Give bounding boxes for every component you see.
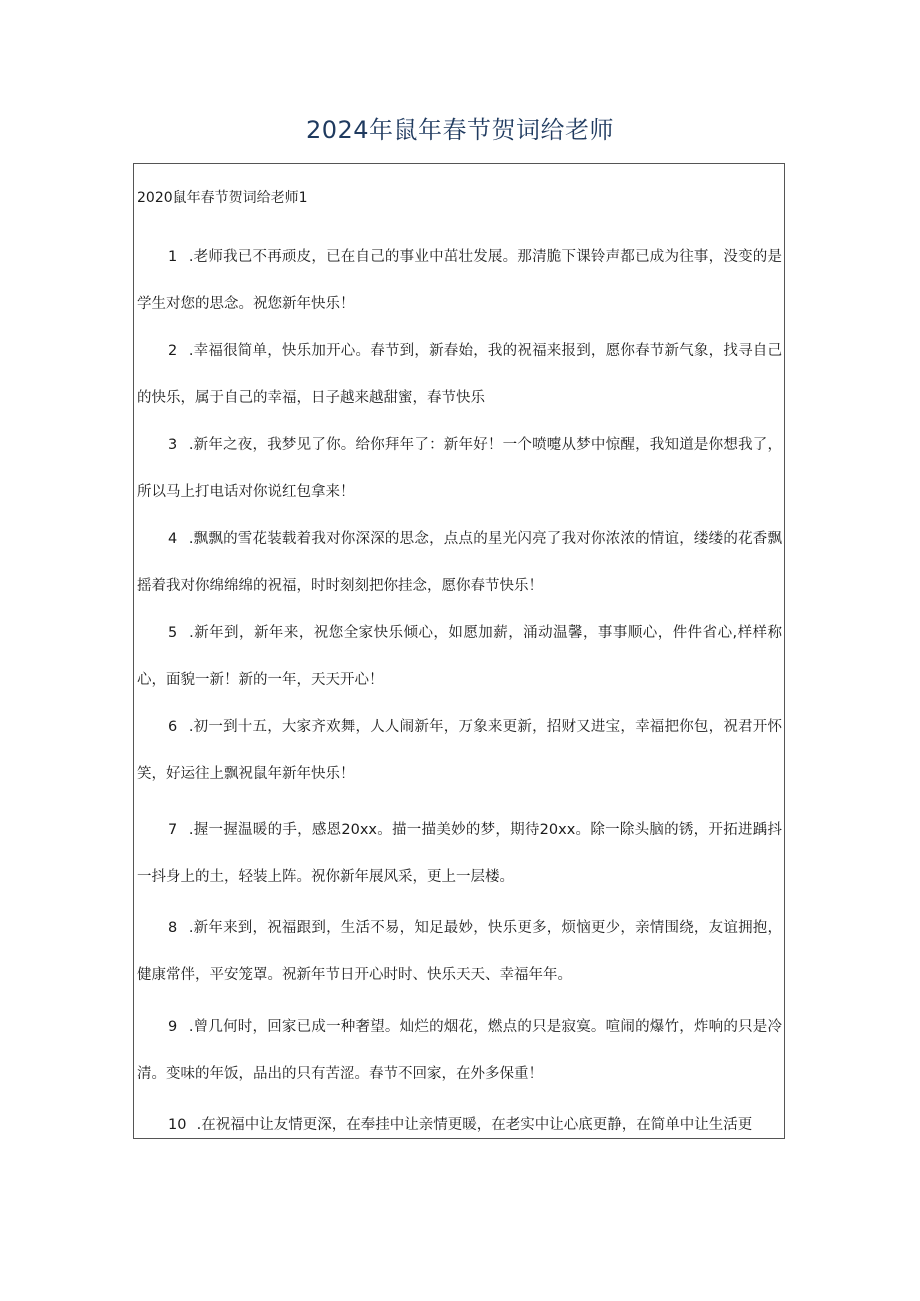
item-number: 5 [168, 625, 178, 641]
item-text: .老师我已不再顽皮，已在自己的事业中茁壮发展。那清脆下课铃声都已成为往事，没变的是学生对您的思念。祝您新年快乐！ [137, 249, 783, 312]
item-number: 4 [168, 531, 178, 547]
item-text: .握一握温暖的手，感恩20xx。描一描美妙的梦，期待20xx。除一除头脑的锈，开拓进踽抖一抖身上的土，轻装上阵。祝你新年展风采，更上一层楼。 [137, 822, 782, 885]
content-box [133, 163, 785, 1139]
list-item [137, 1102, 782, 1139]
item-text: .新年到，新年来，祝您全家快乐倾心，如愿加薪，涌动温馨，事事顺心，件件省心,样样称心，面貌一新！新的一年，天天开心！ [137, 625, 783, 688]
item-text: .初一到十五，大家齐欢舞，人人闹新年，万象来更新，招财又进宝，幸福把你包，祝君开怀笑，好运往上飘祝鼠年新年快乐！ [137, 719, 783, 782]
list-item [137, 905, 782, 999]
item-text: .新年之夜，我梦见了你。给你拜年了：新年好！一个喷嚏从梦中惊醒，我知道是你想我了，所以马上打电话对你说红包拿来！ [137, 437, 783, 500]
page-title: 2024年鼠年春节贺词给老师 [305, 116, 615, 144]
list-item [137, 610, 782, 704]
list-item [137, 516, 782, 610]
item-number: 6 [168, 719, 178, 735]
list-item [137, 1004, 782, 1098]
item-number: 3 [168, 437, 178, 453]
section-heading: 2020鼠年春节贺词给老师1 [137, 190, 308, 206]
item-text: .幸福很简单，快乐加开心。春节到，新春始，我的祝福来报到，愿你春节新气象，找寻自己的快乐，属于自己的幸福，日子越来越甜蜜，春节快乐 [137, 343, 783, 406]
item-text: .飘飘的雪花装载着我对你深深的思念，点点的星光闪亮了我对你浓浓的情谊，缕缕的花香飘摇着我对你绵绵绵的祝福，时时刻刻把你挂念，愿你春节快乐！ [137, 531, 783, 594]
item-number: 7 [168, 822, 178, 838]
item-number: 10 [168, 1117, 187, 1133]
list-item [137, 234, 782, 328]
list-item [137, 328, 782, 422]
item-number: 9 [168, 1019, 178, 1035]
list-item [137, 422, 782, 516]
item-text: .在祝福中让友情更深，在奉挂中让亲情更暖，在老实中让心底更静，在简单中让生活更 [196, 1117, 753, 1133]
item-text: .新年来到，祝福跟到，生活不易，知足最妙，快乐更多，烦恼更少，亲情围绕，友谊拥抱，健康常伴，平安笼罩。祝新年节日开心时时、快乐天天、幸福年年。 [137, 920, 783, 983]
item-number: 2 [168, 343, 178, 359]
item-text: .曾几何时，回家已成一种奢望。灿烂的烟花，燃点的只是寂寞。喧闹的爆竹，炸响的只是冷清。变味的年饭，品出的只有苦涩。春节不回家，在外多保重！ [137, 1019, 783, 1082]
item-number: 8 [168, 920, 178, 936]
item-number: 1 [168, 249, 178, 265]
list-item [137, 704, 782, 798]
list-item [137, 807, 782, 901]
